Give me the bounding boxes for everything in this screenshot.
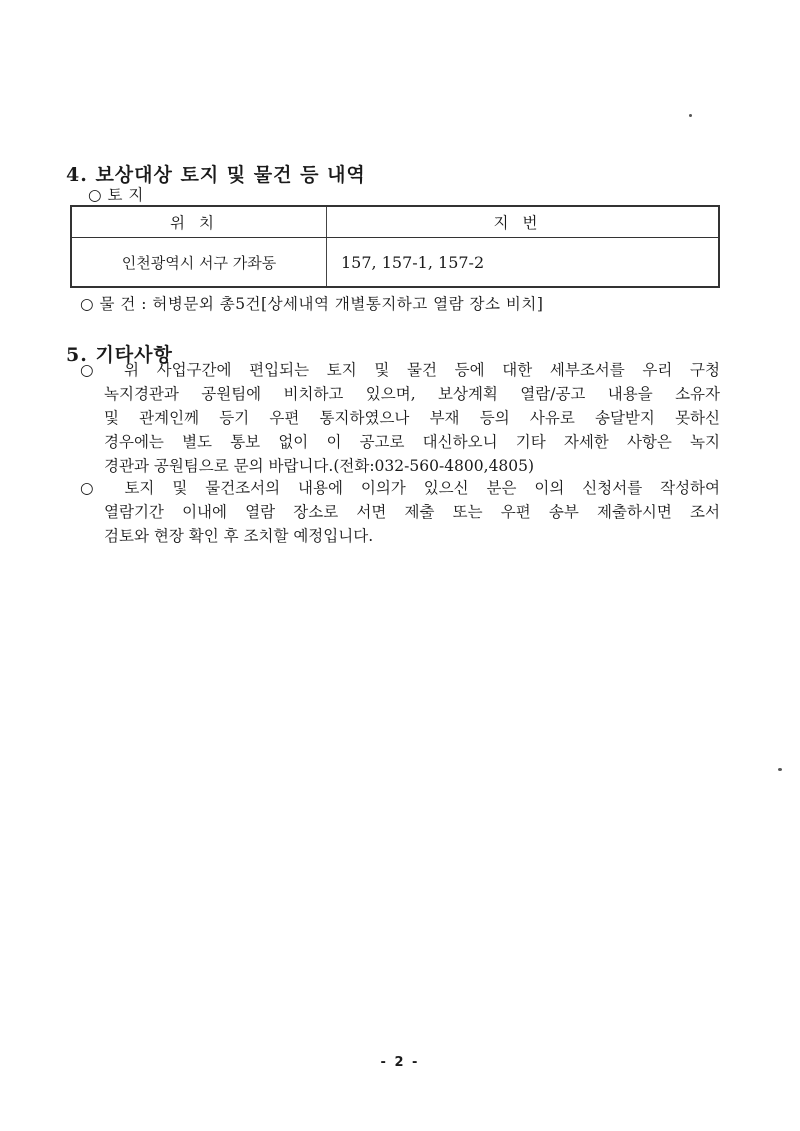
scan-speck — [778, 768, 782, 771]
land-table — [70, 205, 720, 288]
table-row — [71, 238, 719, 288]
paragraph-line: 검토와 현장 확인 후 조치할 예정입니다. — [104, 527, 374, 545]
land-label: ○ 토 지 — [88, 186, 144, 204]
header-lot-number: 지번 — [327, 206, 720, 238]
section-4-title: 4. 보상대상 토지 및 물건 등 내역 — [66, 164, 366, 186]
section-5-title: 5. 기타사항 — [66, 344, 173, 366]
paragraph-line: 및 관계인께 등기 우편 통지하였으나 부재 등의 사유로 송달받지 못하신 — [104, 409, 720, 427]
paragraph-line: 열람기간 이내에 열람 장소로 서면 제출 또는 우편 송부 제출하시면 조서 — [104, 503, 720, 521]
notice-paragraph-2 — [80, 476, 720, 548]
paragraph-line: ○ 토지 및 물건조서의 내용에 이의가 있으신 분은 이의 신청서를 작성하여 — [80, 479, 720, 497]
table-header-row — [71, 206, 719, 238]
page-number: - 2 - — [380, 1055, 420, 1070]
scan-speck — [689, 114, 692, 117]
cell-lot-numbers: 157, 157-1, 157-2 — [327, 238, 720, 288]
paragraph-line: 경우에는 별도 통보 없이 이 공고로 대신하오니 기타 자세한 사항은 녹지 — [104, 433, 720, 451]
paragraph-line: ○ 위 사업구간에 편입되는 토지 및 물건 등에 대한 세부조서를 우리 구청 — [80, 361, 720, 379]
paragraph-line: 녹지경관과 공원팀에 비치하고 있으며, 보상계획 열람/공고 내용을 소유자 — [104, 385, 720, 403]
notice-paragraph-1 — [80, 358, 720, 478]
paragraph-line: 경관과 공원팀으로 문의 바랍니다.(전화:032-560-4800,4805) — [104, 457, 535, 475]
header-location: 위치 — [71, 206, 327, 238]
items-line: ○ 물 건 : 허병문외 총5건[상세내역 개별통지하고 열람 장소 비치] — [80, 295, 544, 313]
cell-location: 인천광역시 서구 가좌동 — [71, 238, 327, 288]
